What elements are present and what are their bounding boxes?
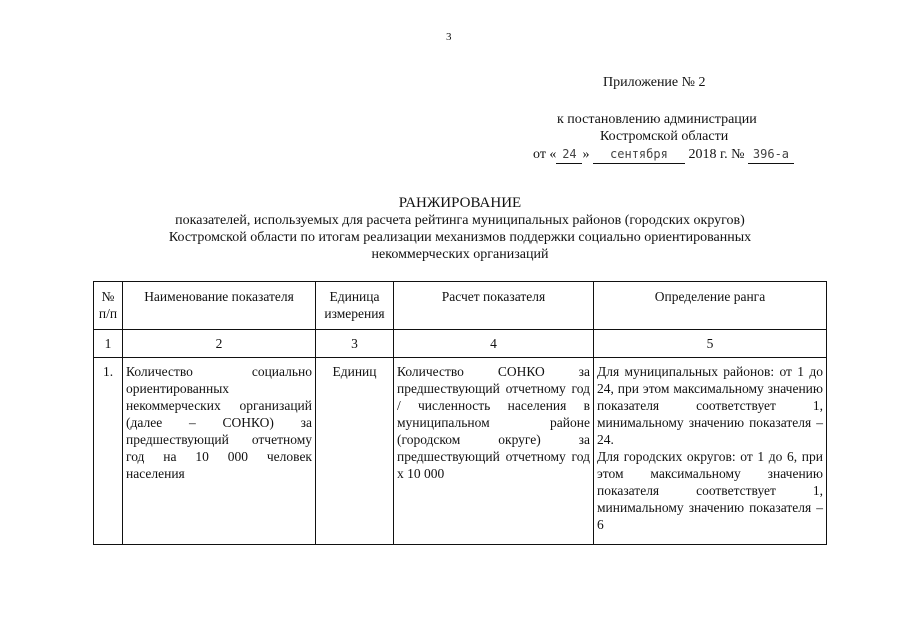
appendix-region-line: Костромской области	[600, 129, 729, 144]
heading-line: некоммерческих организаций	[371, 247, 549, 262]
appendix-title: Приложение № 2	[603, 75, 706, 90]
rank-districts: Для муниципальных районов: от 1 до 24, при этом максимальному значению показателя соответствует 1, минимальному значению показателя – 24.	[597, 364, 823, 447]
appendix-decree-line: к постановлению администрации	[557, 112, 757, 127]
header-cell-calculation: Расчет показателя	[394, 282, 594, 330]
table-header-row	[94, 282, 827, 330]
ranking-table	[93, 281, 827, 545]
unit-of-measure: Единиц	[316, 358, 394, 545]
document-heading	[100, 195, 820, 263]
column-number-row	[94, 330, 827, 358]
indicator-name: Количество социально ориентированных некоммерческих организаций (далее – СОНКО) за предшествующий отчетному год на 10 000 человек населения	[123, 358, 316, 545]
rank-definition	[594, 358, 827, 545]
header-cell-number: № п/п	[94, 282, 123, 330]
heading-line: показателей, используемых для расчета рейтинга муниципальных районов (городских округов)	[175, 213, 745, 228]
header-cell-name: Наименование показателя	[123, 282, 316, 330]
date-day: 24	[556, 145, 582, 164]
calculation-method: Количество СОНКО за предшествующий отчетному год / численность населения в муниципальном районе (городском округе) за предшествующий отчетному год х 10 000	[394, 358, 594, 545]
date-year: 2018 г. №	[688, 147, 745, 162]
date-mid: »	[582, 147, 590, 162]
date-prefix: от «	[533, 147, 557, 162]
decree-number: 396-а	[748, 145, 794, 164]
table-row	[94, 358, 827, 545]
column-number: 5	[594, 330, 827, 358]
header-cell-unit: Единица измерения	[316, 282, 394, 330]
column-number: 1	[94, 330, 123, 358]
column-number: 4	[394, 330, 594, 358]
heading-title: РАНЖИРОВАНИЕ	[398, 195, 522, 211]
header-cell-rank: Определение ранга	[594, 282, 827, 330]
appendix-date-line	[533, 145, 853, 164]
date-month: сентября	[593, 145, 685, 164]
heading-line: Костромской области по итогам реализации механизмов поддержки социально ориентированных	[168, 230, 752, 245]
rank-city-districts: Для городских округов: от 1 до 6, при этом максимальному значению показателя соответствует 1, минимальному значению показателя – 6	[597, 449, 823, 532]
column-number: 3	[316, 330, 394, 358]
page-number: 3	[446, 31, 452, 43]
row-number: 1.	[94, 358, 123, 545]
column-number: 2	[123, 330, 316, 358]
